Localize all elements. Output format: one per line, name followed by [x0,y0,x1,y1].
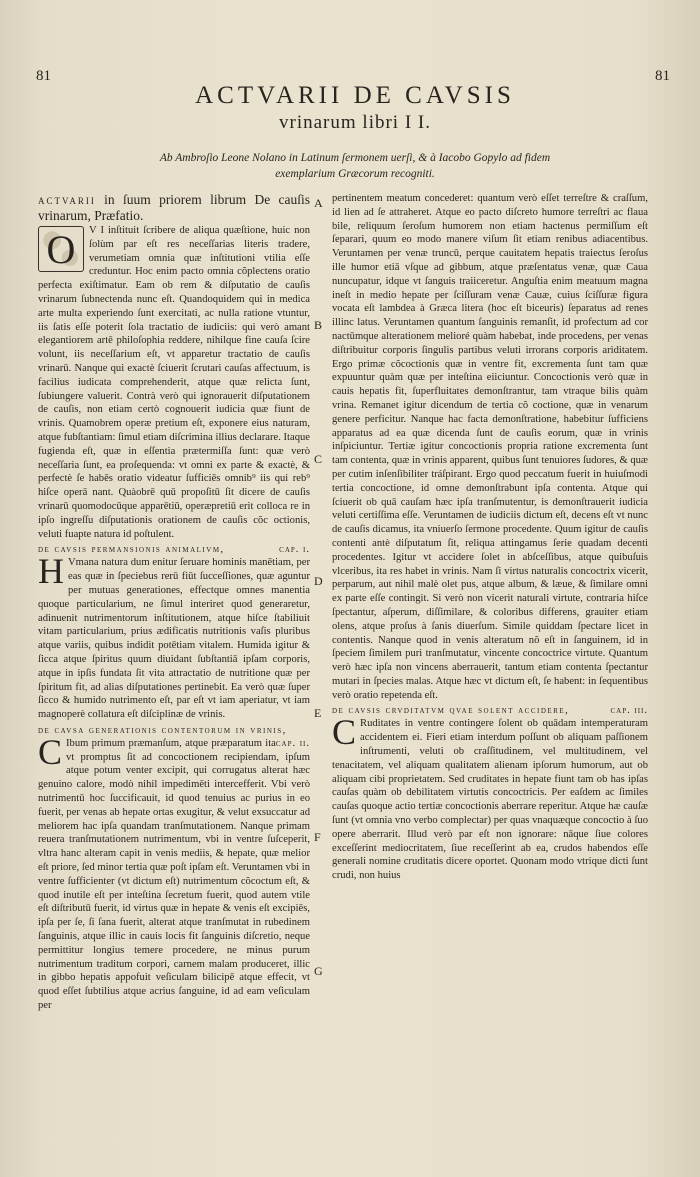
section-2-title: de cavsa generationis contentorum in vrinis, [38,724,287,736]
section-1-paragraph [38,551,310,722]
section-3-initial: C [332,712,357,753]
preface-paragraph [38,224,310,541]
attribution-line-2: exemplarium Græcorum recogniti. [275,168,435,180]
section-1-title: de cavsis permansionis animalivm, [38,544,225,556]
section-1-initial: H [38,551,64,592]
margin-letter-c: C [314,452,323,466]
margin-letter-d: D [314,574,323,588]
section-3-paragraph [332,712,648,883]
section-3-cap: cap. iii. [610,705,648,717]
section-2-text: Ibum primum præmanſum, atque præparatum ita vt promptus ſit ad concoctionem recipiendam, ipſum atque potum venter excipit, qui corrugatus alterat hæc genuino calore, modò nihil impedimēti intercefferit. Vbi verò nutrimentū hoc ſuccificauit, id quod tenuius ac purius in eo fuerit, per venas ab hepate ortas exugitur, & velut exsuccatur ad meliorem hac ipſa quandam tranſmutationem. Nanque primam reuera tranſmutationem nutrimentum, vbi in ventre ſuſceperit, vltra hanc alteram capit in venis mediis, & hepate, quæ melior eſt priore, ſed minor tertia quæ poſt ipſam eſt. Veruntamen vbi in ventre ſufficienter (vt dictum eſt) nutrimentum cõcoctum eſt, & quod inutile eſt per inteſtina ſecretum fuerit, quod autem vtile eſt diſtributū fuerit, id virtus quæ in hepate & venis eſt excipiēs, ipſa per ſe, ſi ſana fuerit, alterat atque tranſmutat in rubedinem ſanguinis, atque illic in cauis locis fit ſanguinis diſcretio, neque permittitur longius temere procedere, ne minus purum nutrimentum traditum corpori, carnem malam produceret, illic in gibbo hepatis appofuit veſiculam bilicipē atque effecit, vt quod eſſet ſubtilius atque acrius ſanguine, id ad eam veſiculam per [38,737,310,1012]
preface-heading [38,192,310,224]
section-2-paragraph [38,731,310,1013]
section-1-cap: cap. i. [279,544,310,556]
left-column [38,192,310,1013]
section-1-heading [38,543,310,556]
ornamental-initial: O [38,226,84,272]
attribution-line-1: Ab Ambroſio Leone Nolano in Latinum ſermonem uerſi, & à Iacobo Gopylo ad fidem [159,152,551,164]
attribution [120,150,590,182]
section-3-heading [332,704,648,717]
section-3-text: Ruditates in ventre contingere ſolent ob quādam intemperaturam accidentem ei. Fieri etiam interdum poſſunt ob aliquam paſſionem inſtrumenti, veluti ob craſſitudinem, vel multitudinem, vel tenacitatem, vel aliquam qualitatem alienam ipſorum humorum, aut ob aliquam cibi proprietatem. Sed cruditates in hepate fiunt tam ob has ipſas cauſas quàm ob debilitatem virtutis concoctricis. Per eaſdem ac ſimiles cauſas quoque actio tertiæ concoctionis aberrare reperitur. Atque hæ cauſæ ſunt (vt omnia vno verbo complectar) per quas vnaquæque concoctio à ſuo opere aberrarit. Illud verò par eſt non ignorare: nāque ſiue colores exceſſerint mediocritatem, ſiue receſſerint ab ea, crudos habendos eſſe generali nomine cruditatis dicere oportet. Quonam modo vtrique dicti ſunt crudi, non huius [332,718,648,882]
right-paragraph-1: pertinentem meatum concederet: quantum verò eſſet terreſtre & craſſum, id lien ad ſe attraheret. Atque eo pacto diſcreto humore terreſtri ac flaua bile, reliquum ſeroſum humorem non etiam hactenus permiſſum eſt ſeparari, quum eo modo manere viſum ſit etiam renibus adiacentibus. Veruntamen per venæ truncū, perque cauitatem hepatis traiectus ſeroſus ille humor etiā vſque ad gibbum, atque præſentatus venæ, quæ Caua nuncupatur, idque vt ſanguis traiiceretur. Anguſtia enim meatuum magna ineſt in medio hepate per ſciſſuram venæ Cauæ, cuius ſciſſuræ figura vocata eſt lambdea à Græca litera (hoc eſt biceuris) ſeparatus ad renes illinc latus. Veruntamen quantum ſanguinis remanſit, id profectum ad cor nactūmque alterationem melioré quàm habebat, inde procedens, per venas diſtribuitur corporis ſingulis partibus veluti irrorans corporis ariditatem. Ergo primæ cõcoctionis quæ in ventre fit, excrementa ſunt tam quæ expuuntur quàm quæ per inteſtina eiiciuntur. Concoctionis verò quæ in cauis hepatis fit, ſuperfluitates demonſtrantur, tam vtraque bilis quàm vrina. Remanet igitur dicendum de tertia cõ coctione, quæ in venarum genere perficitur. Nanque hac facta demonſtratione, habebitur ſufficiens apparatus ad ea quæ dicenda ſunt de cauſis eorum, quæ in vrinis inſpiciuntur. Tertiæ igitur concoctionis propria ratione excrementa ſunt tam contenta, quæ in vrinis apparent, quibus ſunt tenuiores ſudores, & quæ per cutim inſenſibiliter tráſpirant. Ergo quod peccatum fuerit in huiuſmodi tertia concoctione, id omne demonſtrabunt ipſa contenta. Atque qui ſciuerit ob quā cauſam hæc ipſa tranſmutentur, is demonſtrauerit iudicia veluti certiſſima eſſe. Veruntamen de iudiciis dictum eſt, decens eſt vt nunc de cauſis dicamus, ita vniuerſo ſermone procedente. Quum igitur de cauſis contenti antè diſputatum ſit, reliqua attingamus ſerie quadam decenti procedentes. Igitur vt accidere ſolet in abſceſſibus, atque quibuſuis vlceribus, ita res habet in vrinis. Nam ſi virtus naturalis concoctrix vicerit, perparum, aut nihil malè olet pus, atque album, & læue, & ſimilare omni ex parte eſſe contingit. Si verò non vicerit naturali virtute, contraria hiſce ſpectantur, aſperum, diſſimilare, & coloribus differens, grauiter etiam olens, atque proſus à ſanis diuerſum. Simile quiddam ſpectare licet in contentis. Nanque quod in venis alteratum nõ eſt in ſanguinem, id in ſpeciem ſimilem puri tranſmutatur, vincente concoctrice virtute. Quantum verò hæc ipſa non vincens aberrauerit, tantum etiam contenta ſpectantur mutari in ſpecies malas. Atque hæc vt dictum eſt, ſe habent: in ſequentibus verò oratio repetenda eſt. [332,193,648,701]
section-2-cap: cap. ii. [275,737,310,749]
page-subtitle: vrinarum libri I I. [279,112,431,133]
folio-left: 81 [36,68,51,84]
right-column [332,192,648,883]
margin-letter-b: B [314,318,323,332]
margin-letter-f: F [314,830,321,844]
page-title: ACTVARII DE CAVSIS [195,82,515,109]
section-2-initial: C [38,731,63,772]
section-2-heading [38,724,310,749]
section-1-text: Vmana natura dum enitur ſeruare hominis manētiam, per eas quæ in ſpeciebus rerū fiūt ſucceſſiones, quæ aguntur per mutuas generationes, effectque omnes manentia quoque particularium, ne ſimul interiret quod generaretur, adinuenit nutrimentorum inſtitutionem, atque hiſce ſtabiliuit vitam particularium, prius ædificatis nutritionis vaſis pluribus atque variis, quibus indidit potētiam vitalem. Humida igitur & ſicca atque ſpiritus quum diuidant ſubſtantiā ipſam corporis, atque in ipſis fundata ſit vita attractatio de nutritione quæ per ſpiritum fit, ad alias diſputationes pertinebit. Ea verò quæ ſuper ſicco & humido nutrimento eſt, par eſt vt iam aperiatur, vt iam magnoperè collatura eſt diſciplinæ de vrinis. [38,557,310,721]
preface-heading-caps: actvarii [38,192,96,207]
preface-text: V I inſtituit ſcribere de aliqua quæſtione, huic non ſolùm par eſt res neceſſarias literis tradere, verumetiam omnia quæ inſtitutioni vtilia eſſe creduntur. Hoc enim pacto omnia cõplectens oratio perfecta exiſtimatur. Eam ob rem & diſputatio de cauſis vrinarum ſubnectenda nunc eſt. Quandoquidem qui in medica arte multa experiendo ſunt exercitati, ac nulla ratione vtuntur, iis ſatis eſſe poterit ſola tractatio de iudiciis: qui verò amant elegantiorem artē philoſophia reddere, nihilque fine cauſa ſcire volunt, iis neceſſarium eſt, vt apparetur tractatio de cauſis vrinarū. Nanque qui exactè ſciuerit ſcrutari cauſas affectuum, is facilius iudicata comprehenderit, atque quæ relicta ſunt, ſubiungere valuerit. Contrà verò qui ignorauerit diſputationem de cauſis, non etiam certò cognouerit iudicia quæ fiunt de vrinis. Quamobrem operæ pretium eſt, exponere eius naturam, atque fubſtantiam: ſimul etiam diſcrimina illius declarare. Itaque fugienda eſt, quæ in eſſentia prætermiſſa ſunt: quæ verò neceſſaria ſunt, ea proſequenda: vt omni ex parte & exactè, & perfectè ſe habēs oratio videatur ſufficiēs omnib⁹ iis qui reb⁹ hiſce operā nant. Quàobrē quū propoſitū ſit dicere de cauſis vrinarū quomodocūque apparētiū, operæpretiū erit colloca re in ipſo ingreſſu diſputationis orationem de cauſis cõc octionis, veluti fuapte natura id poſtulent. [38,225,310,540]
margin-letter-e: E [314,706,322,720]
section-3-title: de cavsis crvditatvm qvae solent accidere, [332,705,570,717]
folio-right: 81 [655,68,670,84]
preface-heading-rest: in ſuum priorem librum De cauſis vrinarum, Præfatio. [38,192,310,223]
margin-letter-a: A [314,196,323,210]
margin-letter-g: G [314,964,323,978]
